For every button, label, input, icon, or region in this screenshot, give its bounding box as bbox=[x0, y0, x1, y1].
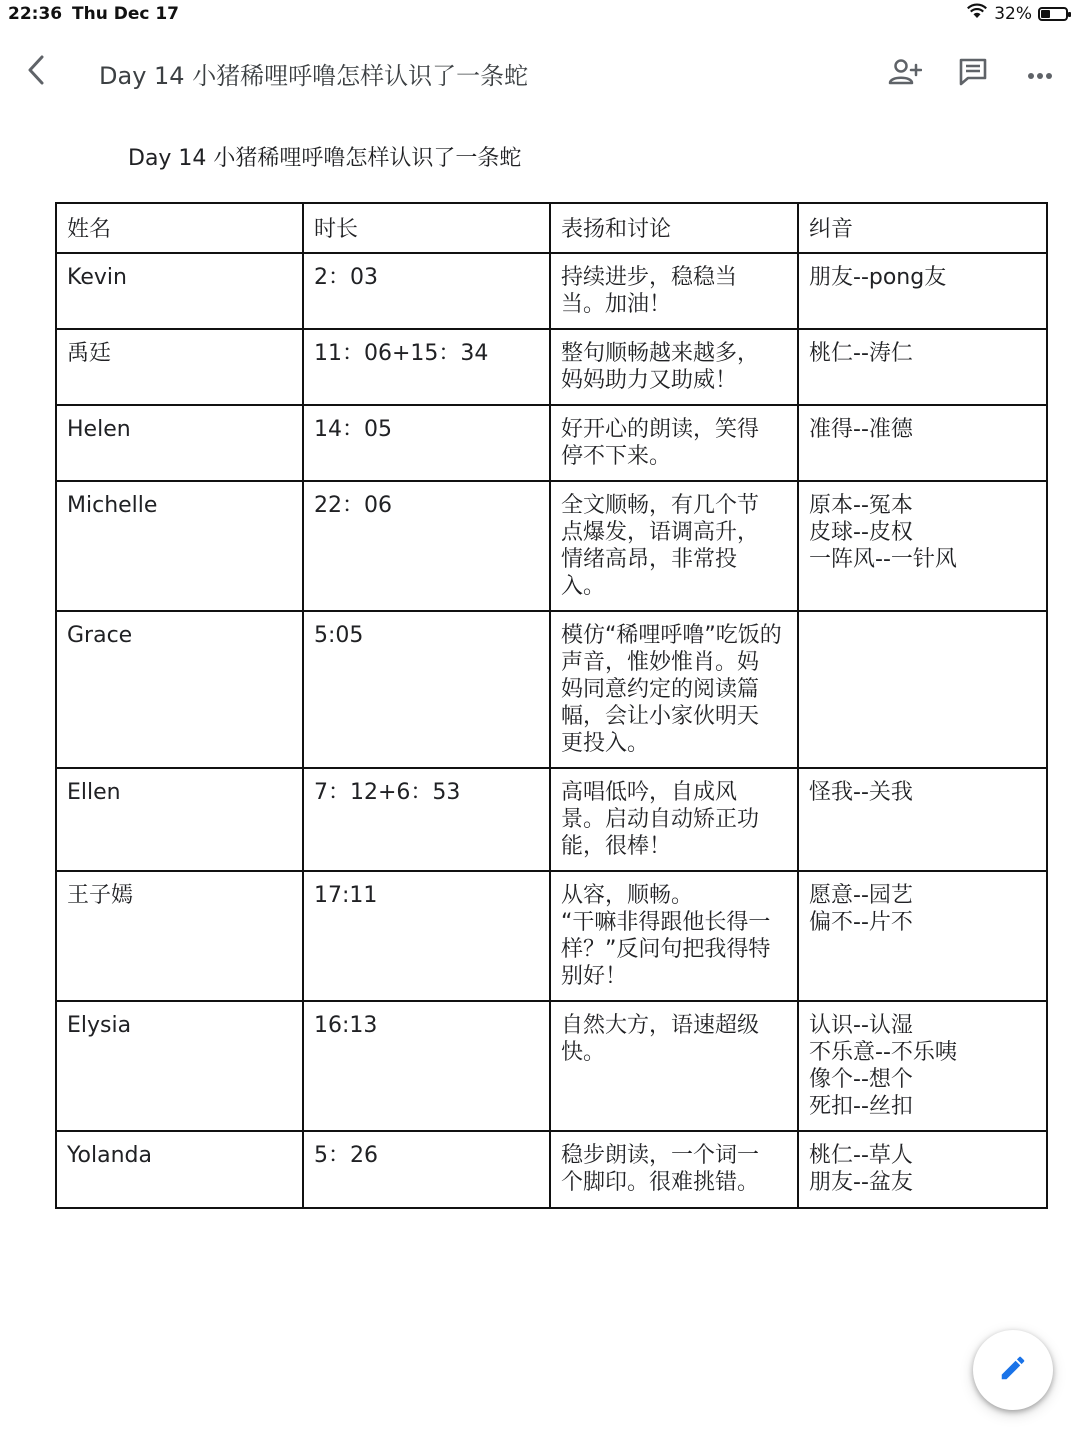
cell-correction[interactable]: 桃仁--涛仁 bbox=[798, 329, 1047, 405]
person-add-icon bbox=[888, 58, 922, 90]
table-row bbox=[56, 253, 1047, 329]
cell-praise[interactable]: 整句顺畅越来越多， 妈妈助力又助威！ bbox=[550, 329, 798, 405]
feedback-table bbox=[55, 202, 1048, 1209]
cell-praise[interactable]: 全文顺畅，有几个节 点爆发，语调高升， 情绪高昂，非常投 入。 bbox=[550, 481, 798, 611]
cell-duration[interactable]: 2：03 bbox=[303, 253, 550, 329]
status-indicators bbox=[966, 3, 1068, 24]
table-row bbox=[56, 871, 1047, 1001]
cell-correction[interactable]: 怪我--关我 bbox=[798, 768, 1047, 871]
table-row bbox=[56, 481, 1047, 611]
header-pronunciation[interactable]: 纠音 bbox=[798, 203, 1047, 253]
edit-fab-button[interactable] bbox=[973, 1330, 1053, 1410]
cell-correction[interactable]: 准得--准德 bbox=[798, 405, 1047, 481]
cell-duration[interactable]: 17:11 bbox=[303, 871, 550, 1001]
cell-duration[interactable]: 14：05 bbox=[303, 405, 550, 481]
cell-duration[interactable]: 16:13 bbox=[303, 1001, 550, 1131]
table-row bbox=[56, 1131, 1047, 1208]
cell-correction[interactable]: 原本--冤本 皮球--皮权 一阵风--一针风 bbox=[798, 481, 1047, 611]
more-horiz-icon bbox=[1027, 65, 1053, 84]
comment-icon bbox=[958, 57, 988, 91]
cell-name[interactable]: Grace bbox=[56, 611, 303, 768]
cell-name[interactable]: 禹廷 bbox=[56, 329, 303, 405]
header-praise-discussion[interactable]: 表扬和讨论 bbox=[550, 203, 798, 253]
table-row bbox=[56, 1001, 1047, 1131]
cell-praise[interactable]: 稳步朗读，一个词一 个脚印。很难挑错。 bbox=[550, 1131, 798, 1208]
cell-praise[interactable]: 持续进步，稳稳当 当。加油！ bbox=[550, 253, 798, 329]
cell-duration[interactable]: 11：06+15：34 bbox=[303, 329, 550, 405]
chevron-left-icon bbox=[24, 54, 48, 90]
cell-name[interactable]: Yolanda bbox=[56, 1131, 303, 1208]
table-row bbox=[56, 329, 1047, 405]
document-title: Day 14 小猪稀哩呼噜怎样认识了一条蛇 bbox=[99, 62, 529, 90]
cell-correction[interactable]: 桃仁--草人 朋友--盆友 bbox=[798, 1131, 1047, 1208]
cell-name[interactable]: 王子嫣 bbox=[56, 871, 303, 1001]
cell-correction[interactable] bbox=[798, 611, 1047, 768]
status-bar bbox=[0, 0, 1080, 32]
cell-name[interactable]: Ellen bbox=[56, 768, 303, 871]
battery-icon bbox=[1038, 7, 1068, 21]
comments-button[interactable] bbox=[951, 52, 995, 96]
cell-correction[interactable]: 朋友--pong友 bbox=[798, 253, 1047, 329]
cell-praise[interactable]: 从容，顺畅。 “干嘛非得跟他长得一 样？”反问句把我得特 别好！ bbox=[550, 871, 798, 1001]
app-bar bbox=[0, 40, 1080, 104]
cell-name[interactable]: Kevin bbox=[56, 253, 303, 329]
cell-correction[interactable]: 认识--认湿 不乐意--不乐咦 像个--想个 死扣--丝扣 bbox=[798, 1001, 1047, 1131]
header-name[interactable]: 姓名 bbox=[56, 203, 303, 253]
share-button[interactable] bbox=[883, 52, 927, 96]
battery-percent: 32% bbox=[994, 3, 1032, 24]
cell-duration[interactable]: 22：06 bbox=[303, 481, 550, 611]
cell-praise[interactable]: 高唱低吟，自成风 景。启动自动矫正功 能，很棒！ bbox=[550, 768, 798, 871]
header-duration[interactable]: 时长 bbox=[303, 203, 550, 253]
document-heading: Day 14 小猪稀哩呼噜怎样认识了一条蛇 bbox=[128, 146, 522, 171]
cell-correction[interactable]: 愿意--园艺 偏不--片不 bbox=[798, 871, 1047, 1001]
table-header-row bbox=[56, 203, 1047, 253]
edit-pencil-icon bbox=[998, 1353, 1028, 1387]
table-row bbox=[56, 405, 1047, 481]
table-row bbox=[56, 768, 1047, 871]
cell-name[interactable]: Helen bbox=[56, 405, 303, 481]
cell-praise[interactable]: 模仿“稀哩呼噜”吃饭的 声音，惟妙惟肖。妈 妈同意约定的阅读篇 幅，会让小家伙明天 更投入。 bbox=[550, 611, 798, 768]
more-options-button[interactable] bbox=[1018, 52, 1062, 96]
cell-praise[interactable]: 自然大方，语速超级 快。 bbox=[550, 1001, 798, 1131]
cell-name[interactable]: Michelle bbox=[56, 481, 303, 611]
status-date: Thu Dec 17 bbox=[72, 4, 180, 24]
cell-duration[interactable]: 7：12+6：53 bbox=[303, 768, 550, 871]
cell-duration[interactable]: 5：26 bbox=[303, 1131, 550, 1208]
table-row bbox=[56, 611, 1047, 768]
status-time: 22:36 bbox=[8, 4, 63, 24]
cell-name[interactable]: Elysia bbox=[56, 1001, 303, 1131]
cell-duration[interactable]: 5:05 bbox=[303, 611, 550, 768]
cell-praise[interactable]: 好开心的朗读，笑得 停不下来。 bbox=[550, 405, 798, 481]
wifi-icon bbox=[966, 3, 988, 24]
back-button[interactable] bbox=[16, 52, 56, 92]
